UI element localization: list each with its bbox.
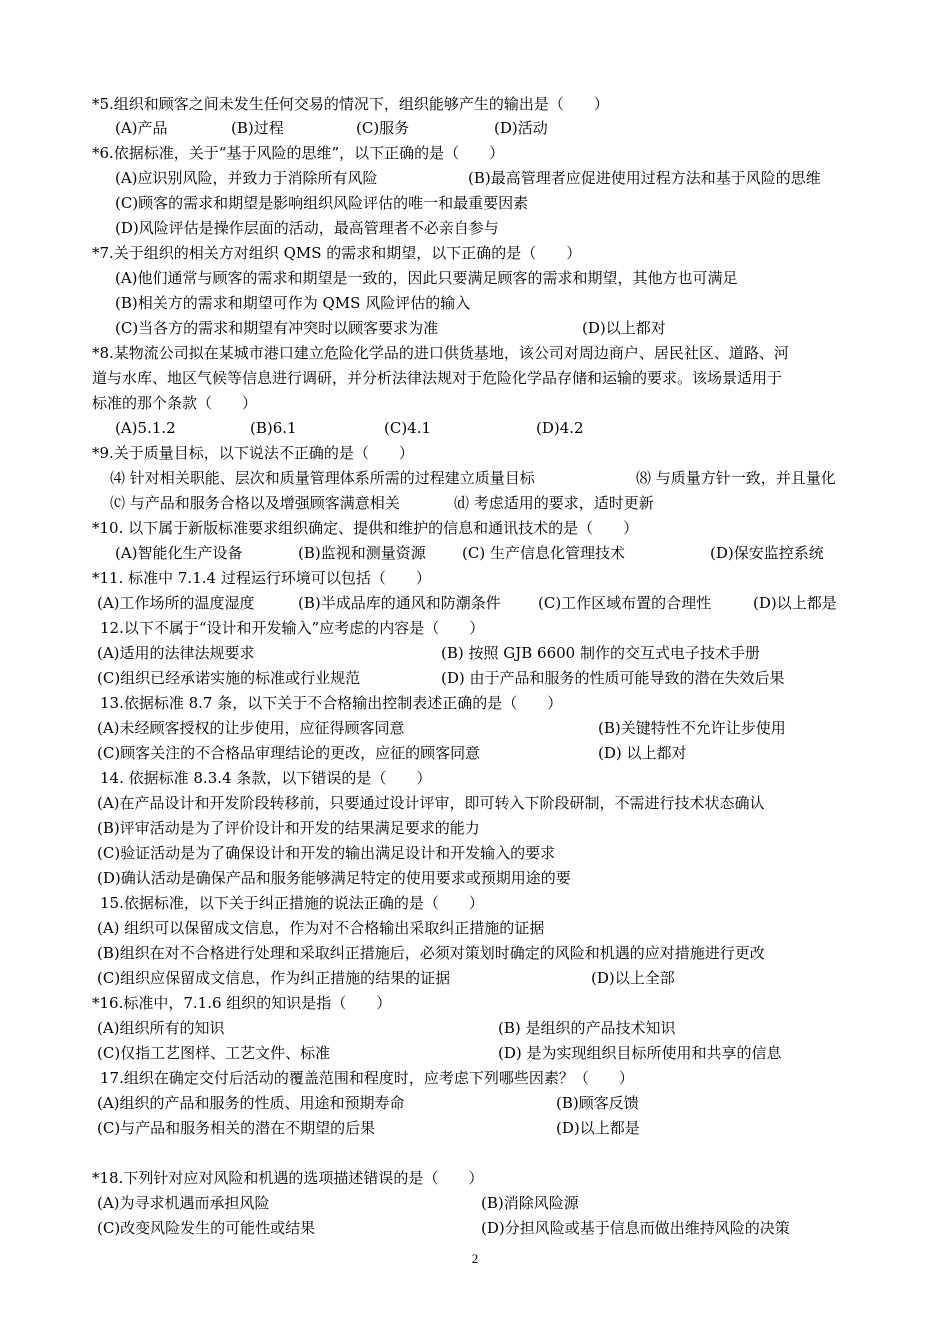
text-line: (B)组织在对不合格进行处理和采取纠正措施后，必须对策划时确定的风险和机遇的应对措施进行更改 bbox=[97, 944, 765, 962]
text-line: (B)相关方的需求和期望可作为 QMS 风险评估的输入 bbox=[115, 294, 471, 312]
text-line: (C)组织应保留成文信息，作为纠正措施的结果的证据 bbox=[97, 969, 451, 987]
text-line: (B)消除风险源 bbox=[481, 1194, 579, 1212]
text-line: (B)6.1 bbox=[250, 419, 297, 437]
text-line: *7.关于组织的相关方对组织 QMS 的需求和期望，以下正确的是（ ） bbox=[92, 244, 582, 262]
text-line: 12.以下不属于“设计和开发输入”应考虑的内容是（ ） bbox=[100, 619, 485, 637]
text-line: (D)保安监控系统 bbox=[710, 544, 824, 562]
text-line: (B) 按照 GJB 6600 制作的交互式电子技术手册 bbox=[441, 644, 760, 662]
text-line: (C)与产品和服务相关的潜在不期望的后果 bbox=[97, 1119, 376, 1137]
text-line: (A)为寻求机遇而承担风险 bbox=[97, 1194, 270, 1212]
text-line: (A)智能化生产设备 bbox=[115, 544, 243, 562]
text-line: (C)顾客关注的不合格品审理结论的更改，应征的顾客同意 bbox=[97, 744, 481, 762]
text-line: 标准的那个条款（ ） bbox=[92, 394, 258, 412]
text-line: 13.依据标准 8.7 条，以下关于不合格输出控制表述正确的是（ ） bbox=[100, 694, 563, 712]
text-line: (C)验证活动是为了确保设计和开发的输出满足设计和开发输入的要求 bbox=[97, 844, 556, 862]
text-line: (D)以上都是 bbox=[556, 1119, 640, 1137]
text-line: (D)确认活动是确保产品和服务能够满足特定的使用要求或预期用途的要 bbox=[97, 869, 571, 887]
text-line: (D)活动 bbox=[494, 119, 548, 137]
text-line: *5.组织和顾客之间未发生任何交易的情况下，组织能够产生的输出是（ ） bbox=[92, 95, 609, 113]
text-line: (A)产品 bbox=[115, 119, 168, 137]
text-line: (A)工作场所的温度湿度 bbox=[97, 594, 255, 612]
text-line: (A)他们通常与顾客的需求和期望是一致的，因此只要满足顾客的需求和期望，其他方也可满足 bbox=[115, 269, 738, 287]
text-line: (A)未经顾客授权的让步使用，应征得顾客同意 bbox=[97, 719, 405, 737]
text-line: (B) 是组织的产品技术知识 bbox=[498, 1019, 676, 1037]
text-line: (D)以上都对 bbox=[582, 319, 666, 337]
text-line: (D)4.2 bbox=[536, 419, 584, 437]
text-line: (D)风险评估是操作层面的活动，最高管理者不必亲自参与 bbox=[115, 219, 499, 237]
text-line: (D) 以上都对 bbox=[598, 744, 687, 762]
text-line: (A) 组织可以保留成文信息，作为对不合格输出采取纠正措施的证据 bbox=[97, 919, 545, 937]
text-line: (B)评审活动是为了评价设计和开发的结果满足要求的能力 bbox=[97, 819, 480, 837]
text-line: (A)组织的产品和服务的性质、用途和预期寿命 bbox=[97, 1094, 405, 1112]
text-line: (D) 由于产品和服务的性质可能导致的潜在失效后果 bbox=[441, 669, 785, 687]
text-line: *18.下列针对应对风险和机遇的选项描述错误的是（ ） bbox=[92, 1169, 484, 1187]
text-line: *16.标准中，7.1.6 组织的知识是指（ ） bbox=[92, 994, 392, 1012]
text-line: (D) 是为实现组织目标所使用和共享的信息 bbox=[498, 1044, 782, 1062]
text-line: (B)关键特性不允许让步使用 bbox=[598, 719, 786, 737]
text-line: (C)仅指工艺图样、工艺文件、标准 bbox=[97, 1044, 331, 1062]
text-line: ⑷ 针对相关职能、层次和质量管理体系所需的过程建立质量目标 bbox=[110, 469, 535, 487]
text-line: (C)顾客的需求和期望是影响组织风险评估的唯一和最重要因素 bbox=[115, 194, 529, 212]
text-line: *8.某物流公司拟在某城市港口建立危险化学品的进口供货基地，该公司对周边商户、居民社区、道路、河 bbox=[92, 344, 789, 362]
text-line: (A)5.1.2 bbox=[115, 419, 176, 437]
text-line: *11. 标准中 7.1.4 过程运行环境可以包括（ ） bbox=[92, 569, 431, 587]
text-line: (D)分担风险或基于信息而做出维持风险的决策 bbox=[481, 1219, 790, 1237]
text-line: ⑻ 与质量方针一致，并且量化 bbox=[636, 469, 836, 487]
text-line: (A)应识别风险，并致力于消除所有风险 bbox=[115, 169, 378, 187]
text-line: 14. 依据标准 8.3.4 条款，以下错误的是（ ） bbox=[100, 769, 432, 787]
text-line: (A)在产品设计和开发阶段转移前，只要通过设计评审，即可转入下阶段研制，不需进行技术状态确认 bbox=[97, 794, 765, 812]
text-line: (C)组织已经承诺实施的标准或行业规范 bbox=[97, 669, 361, 687]
text-line: (A)适用的法律法规要求 bbox=[97, 644, 255, 662]
text-line: (C) 生产信息化管理技术 bbox=[462, 544, 625, 562]
text-line: (D)以上都是 bbox=[753, 594, 837, 612]
text-line: 道与水库、地区气候等信息进行调研，并分析法律法规对于危险化学品存储和运输的要求。该场景适用于 bbox=[92, 369, 783, 387]
text-line: (B)顾客反馈 bbox=[556, 1094, 639, 1112]
text-line: (B)监视和测量资源 bbox=[298, 544, 426, 562]
text-line: 15.依据标准，以下关于纠正措施的说法正确的是（ ） bbox=[100, 894, 484, 912]
text-line: (C)工作区域布置的合理性 bbox=[538, 594, 712, 612]
text-line: (D)以上全部 bbox=[591, 969, 675, 987]
text-line: (C)改变风险发生的可能性或结果 bbox=[97, 1219, 316, 1237]
text-line: 17.组织在确定交付后活动的覆盖范围和程度时，应考虑下列哪些因素？（ ） bbox=[100, 1069, 634, 1087]
text-line: *9.关于质量目标，以下说法不正确的是（ ） bbox=[92, 444, 414, 462]
text-line: (B)过程 bbox=[231, 119, 284, 137]
text-line: (C)当各方的需求和期望有冲突时以顾客要求为准 bbox=[115, 319, 439, 337]
text-line: *10. 以下属于新版标准要求组织确定、提供和维护的信息和通讯技术的是（ ） bbox=[92, 519, 639, 537]
text-line: (A)组织所有的知识 bbox=[97, 1019, 225, 1037]
text-line: (B)最高管理者应促进使用过程方法和基于风险的思维 bbox=[468, 169, 821, 187]
text-line: ⒞ 与产品和服务合格以及增强顾客满意相关 bbox=[110, 494, 400, 512]
text-line: ⒟ 考虑适用的要求，适时更新 bbox=[454, 494, 654, 512]
text-line: (C)4.1 bbox=[384, 419, 432, 437]
text-line: (C)服务 bbox=[356, 119, 410, 137]
text-line: (B)半成品库的通风和防潮条件 bbox=[298, 594, 501, 612]
page-number: 2 bbox=[471, 1251, 479, 1266]
text-line: *6.依据标准，关于“基于风险的思维”，以下正确的是（ ） bbox=[92, 144, 505, 162]
